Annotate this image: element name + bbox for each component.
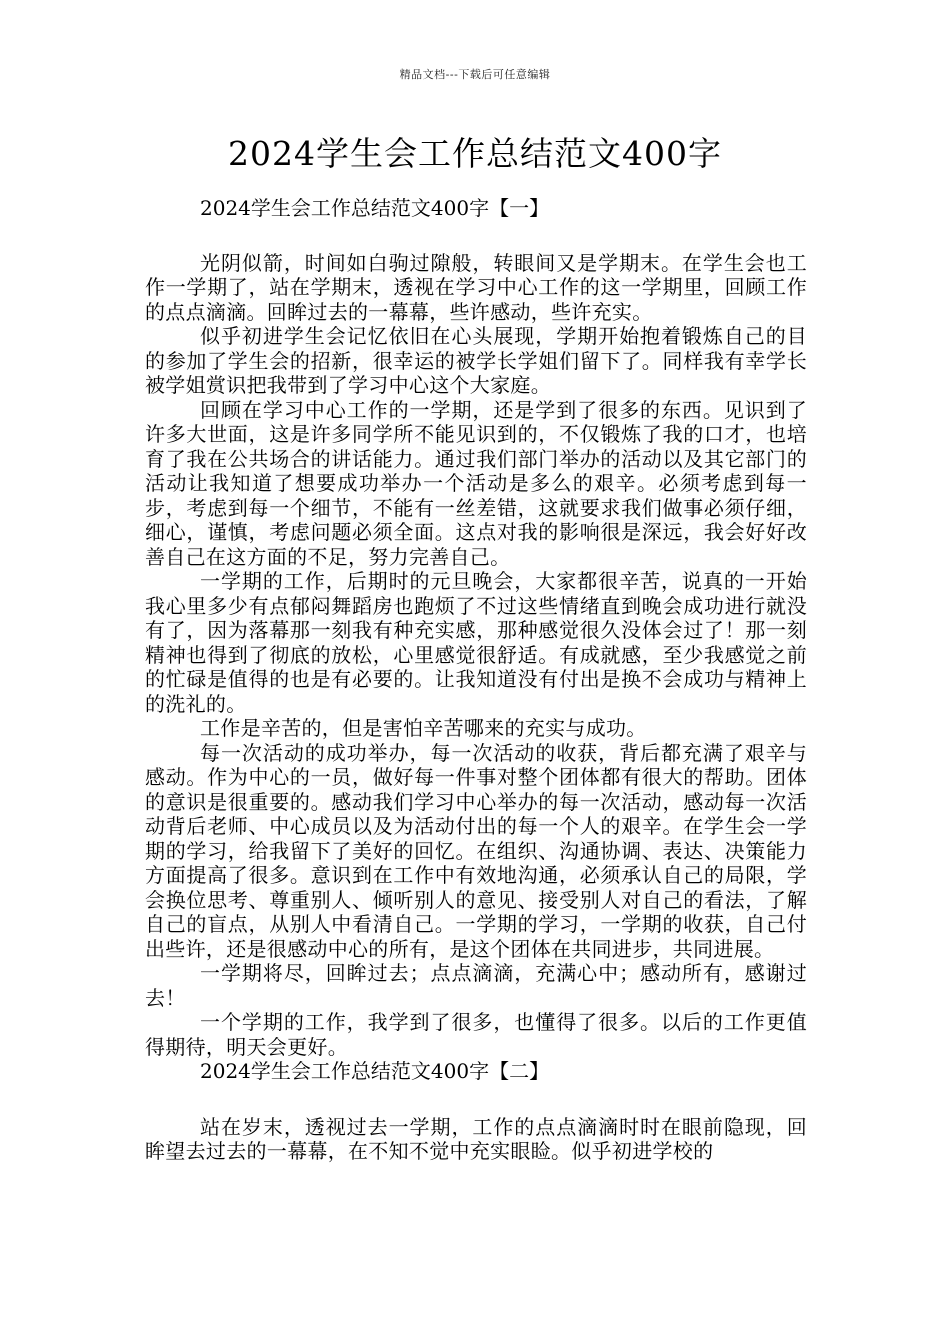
paragraph: 一学期的工作，后期时的元旦晚会，大家都很辛苦，说真的一开始我心里多少有点郁闷舞蹈房也跑烦了不过这些情绪直到晚会成功进行就没有了，因为落幕那一刻我有种充实感，那种感觉很久没体会过了！那一刻精神也得到了彻底的放松，心里感觉很舒适。有成就感，至少我感觉之前的忙碌是值得的也是有必要的。让我知道没有付出是换不会成功与精神上的洗礼的。 (145, 569, 807, 716)
header-note: 精品文档---下载后可任意编辑 (399, 68, 551, 81)
paragraph: 一学期将尽，回眸过去；点点滴滴，充满心中；感动所有，感谢过去！ (145, 961, 807, 1010)
paragraph: 似乎初进学生会记忆依旧在心头展现，学期开始抱着锻炼自己的目的参加了学生会的招新，很幸运的被学长学姐们留下了。同样我有幸学长被学姐赏识把我带到了学习中心这个大家庭。 (145, 324, 807, 397)
paragraph: 工作是辛苦的，但是害怕辛苦哪来的充实与成功。 (200, 716, 647, 740)
paragraph: 回顾在学习中心工作的一学期，还是学到了很多的东西。见识到了许多大世面，这是许多同学所不能见识到的，不仅锻炼了我的口才，也培育了我在公共场合的讲话能力。通过我们部门举办的活动以及其它部门的活动让我知道了想要成功举办一个活动是多么的艰辛。必须考虑到每一步，考虑到每一个细节，不能有一丝差错，这就要求我们做事必须仔细，细心，谨慎，考虑问题必须全面。这点对我的影响很是深远，我会好好改善自己在这方面的不足，努力完善自己。 (145, 397, 807, 569)
document-title: 2024学生会工作总结范文400字 (228, 134, 722, 173)
paragraph: 一个学期的工作，我学到了很多，也懂得了很多。以后的工作更值得期待，明天会更好。 (145, 1010, 807, 1059)
section-1-heading: 2024学生会工作总结范文400字【一】 (200, 196, 550, 220)
document-body (145, 196, 807, 1164)
paragraph: 光阴似箭，时间如白驹过隙般，转眼间又是学期末。在学生会也工作一学期了，站在学期末，透视在学习中心工作的这一学期里，回顾工作的点点滴滴。回眸过去的一幕幕，些许感动，些许充实。 (145, 250, 807, 324)
paragraph: 每一次活动的成功举办，每一次活动的收获，背后都充满了艰辛与感动。作为中心的一员，做好每一件事对整个团体都有很大的帮助。团体的意识是很重要的。感动我们学习中心举办的每一次活动，感动每一次活动背后老师、中心成员以及为活动付出的每一个人的艰辛。在学生会一学期的学习，给我留下了美好的回忆。在组织、沟通协调、表达、决策能力方面提高了很多。意识到在工作中有效地沟通，必须承认自己的局限，学会换位思考、尊重别人、倾听别人的意见、接受别人对自己的看法，了解自己的盲点，从别人中看清自己。一学期的学习，一学期的收获，自己付出些许，还是很感动中心的所有，是这个团体在共同进步，共同进展。 (145, 740, 807, 961)
paragraph: 站在岁末，透视过去一学期，工作的点点滴滴时时在眼前隐现，回眸望去过去的一幕幕，在不知不觉中充实眼睑。似乎初进学校的 (145, 1114, 807, 1163)
section-2-heading: 2024学生会工作总结范文400字【二】 (200, 1059, 550, 1083)
